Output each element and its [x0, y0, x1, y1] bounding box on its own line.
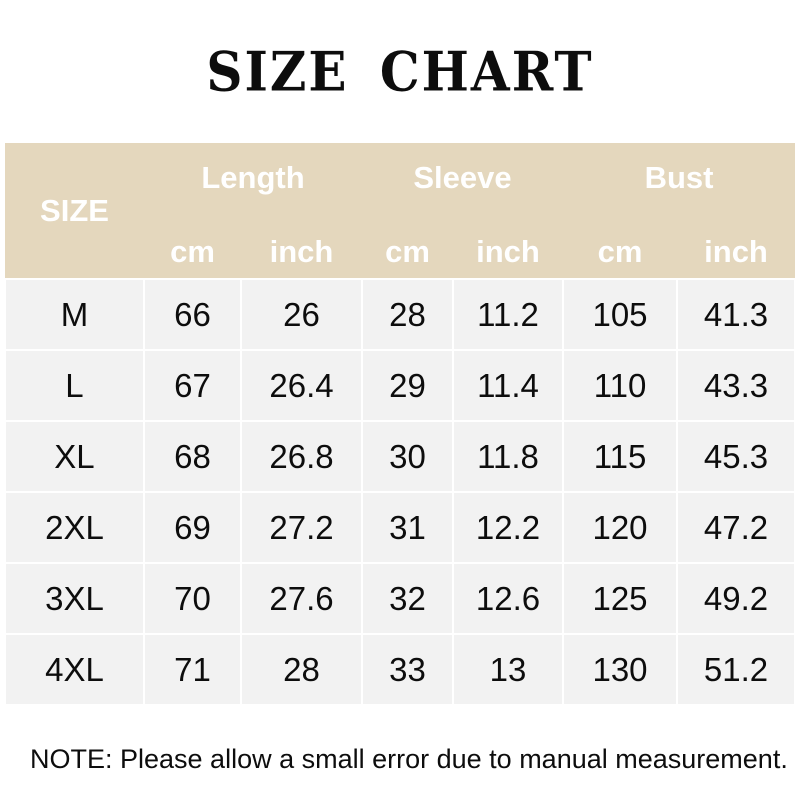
header-size: SIZE	[5, 143, 144, 279]
size-cell: 3XL	[5, 563, 144, 634]
table-cell: 11.4	[453, 350, 563, 421]
table-cell: 11.8	[453, 421, 563, 492]
table-cell: 31	[362, 492, 453, 563]
table-cell: 125	[563, 563, 677, 634]
header-group-length: Length	[144, 143, 362, 213]
table-row-3xl	[5, 563, 795, 634]
table-cell: 12.2	[453, 492, 563, 563]
table-cell: 71	[144, 634, 241, 705]
table-cell: 105	[563, 279, 677, 350]
table-cell: 26.4	[241, 350, 362, 421]
table-row-xl	[5, 421, 795, 492]
table-row-m	[5, 279, 795, 350]
table-cell: 45.3	[677, 421, 795, 492]
header-length-inch: inch	[241, 213, 362, 279]
header-group-sleeve: Sleeve	[362, 143, 563, 213]
header-group-bust: Bust	[563, 143, 795, 213]
size-cell: M	[5, 279, 144, 350]
table-cell: 12.6	[453, 563, 563, 634]
table-cell: 47.2	[677, 492, 795, 563]
table-cell: 26	[241, 279, 362, 350]
table-cell: 33	[362, 634, 453, 705]
table-cell: 11.2	[453, 279, 563, 350]
table-row-2xl	[5, 492, 795, 563]
table-cell: 110	[563, 350, 677, 421]
table-cell: 130	[563, 634, 677, 705]
size-cell: 2XL	[5, 492, 144, 563]
page-title: SIZE CHART	[206, 39, 594, 104]
table-cell: 66	[144, 279, 241, 350]
table-cell: 13	[453, 634, 563, 705]
header-bust-inch: inch	[677, 213, 795, 279]
table-cell: 30	[362, 421, 453, 492]
table-cell: 27.6	[241, 563, 362, 634]
size-cell: 4XL	[5, 634, 144, 705]
table-row-l	[5, 350, 795, 421]
size-cell: XL	[5, 421, 144, 492]
table-cell: 120	[563, 492, 677, 563]
table-row-4xl	[5, 634, 795, 705]
table-cell: 67	[144, 350, 241, 421]
table-cell: 51.2	[677, 634, 795, 705]
table-cell: 26.8	[241, 421, 362, 492]
header-sleeve-cm: cm	[362, 213, 453, 279]
table-cell: 49.2	[677, 563, 795, 634]
table-cell: 28	[362, 279, 453, 350]
table-cell: 28	[241, 634, 362, 705]
measurement-note: NOTE: Please allow a small error due to manual measurement.	[30, 744, 788, 774]
size-chart-table	[4, 143, 796, 706]
table-cell: 41.3	[677, 279, 795, 350]
size-cell: L	[5, 350, 144, 421]
table-body	[5, 279, 795, 705]
table-cell: 43.3	[677, 350, 795, 421]
table-cell: 32	[362, 563, 453, 634]
table-cell: 69	[144, 492, 241, 563]
table-cell: 70	[144, 563, 241, 634]
header-sleeve-inch: inch	[453, 213, 563, 279]
table-header	[5, 143, 795, 279]
table-cell: 115	[563, 421, 677, 492]
header-group-row	[5, 143, 795, 213]
table-cell: 29	[362, 350, 453, 421]
title-area	[0, 0, 800, 143]
table-cell: 27.2	[241, 492, 362, 563]
header-bust-cm: cm	[563, 213, 677, 279]
table-cell: 68	[144, 421, 241, 492]
header-length-cm: cm	[144, 213, 241, 279]
